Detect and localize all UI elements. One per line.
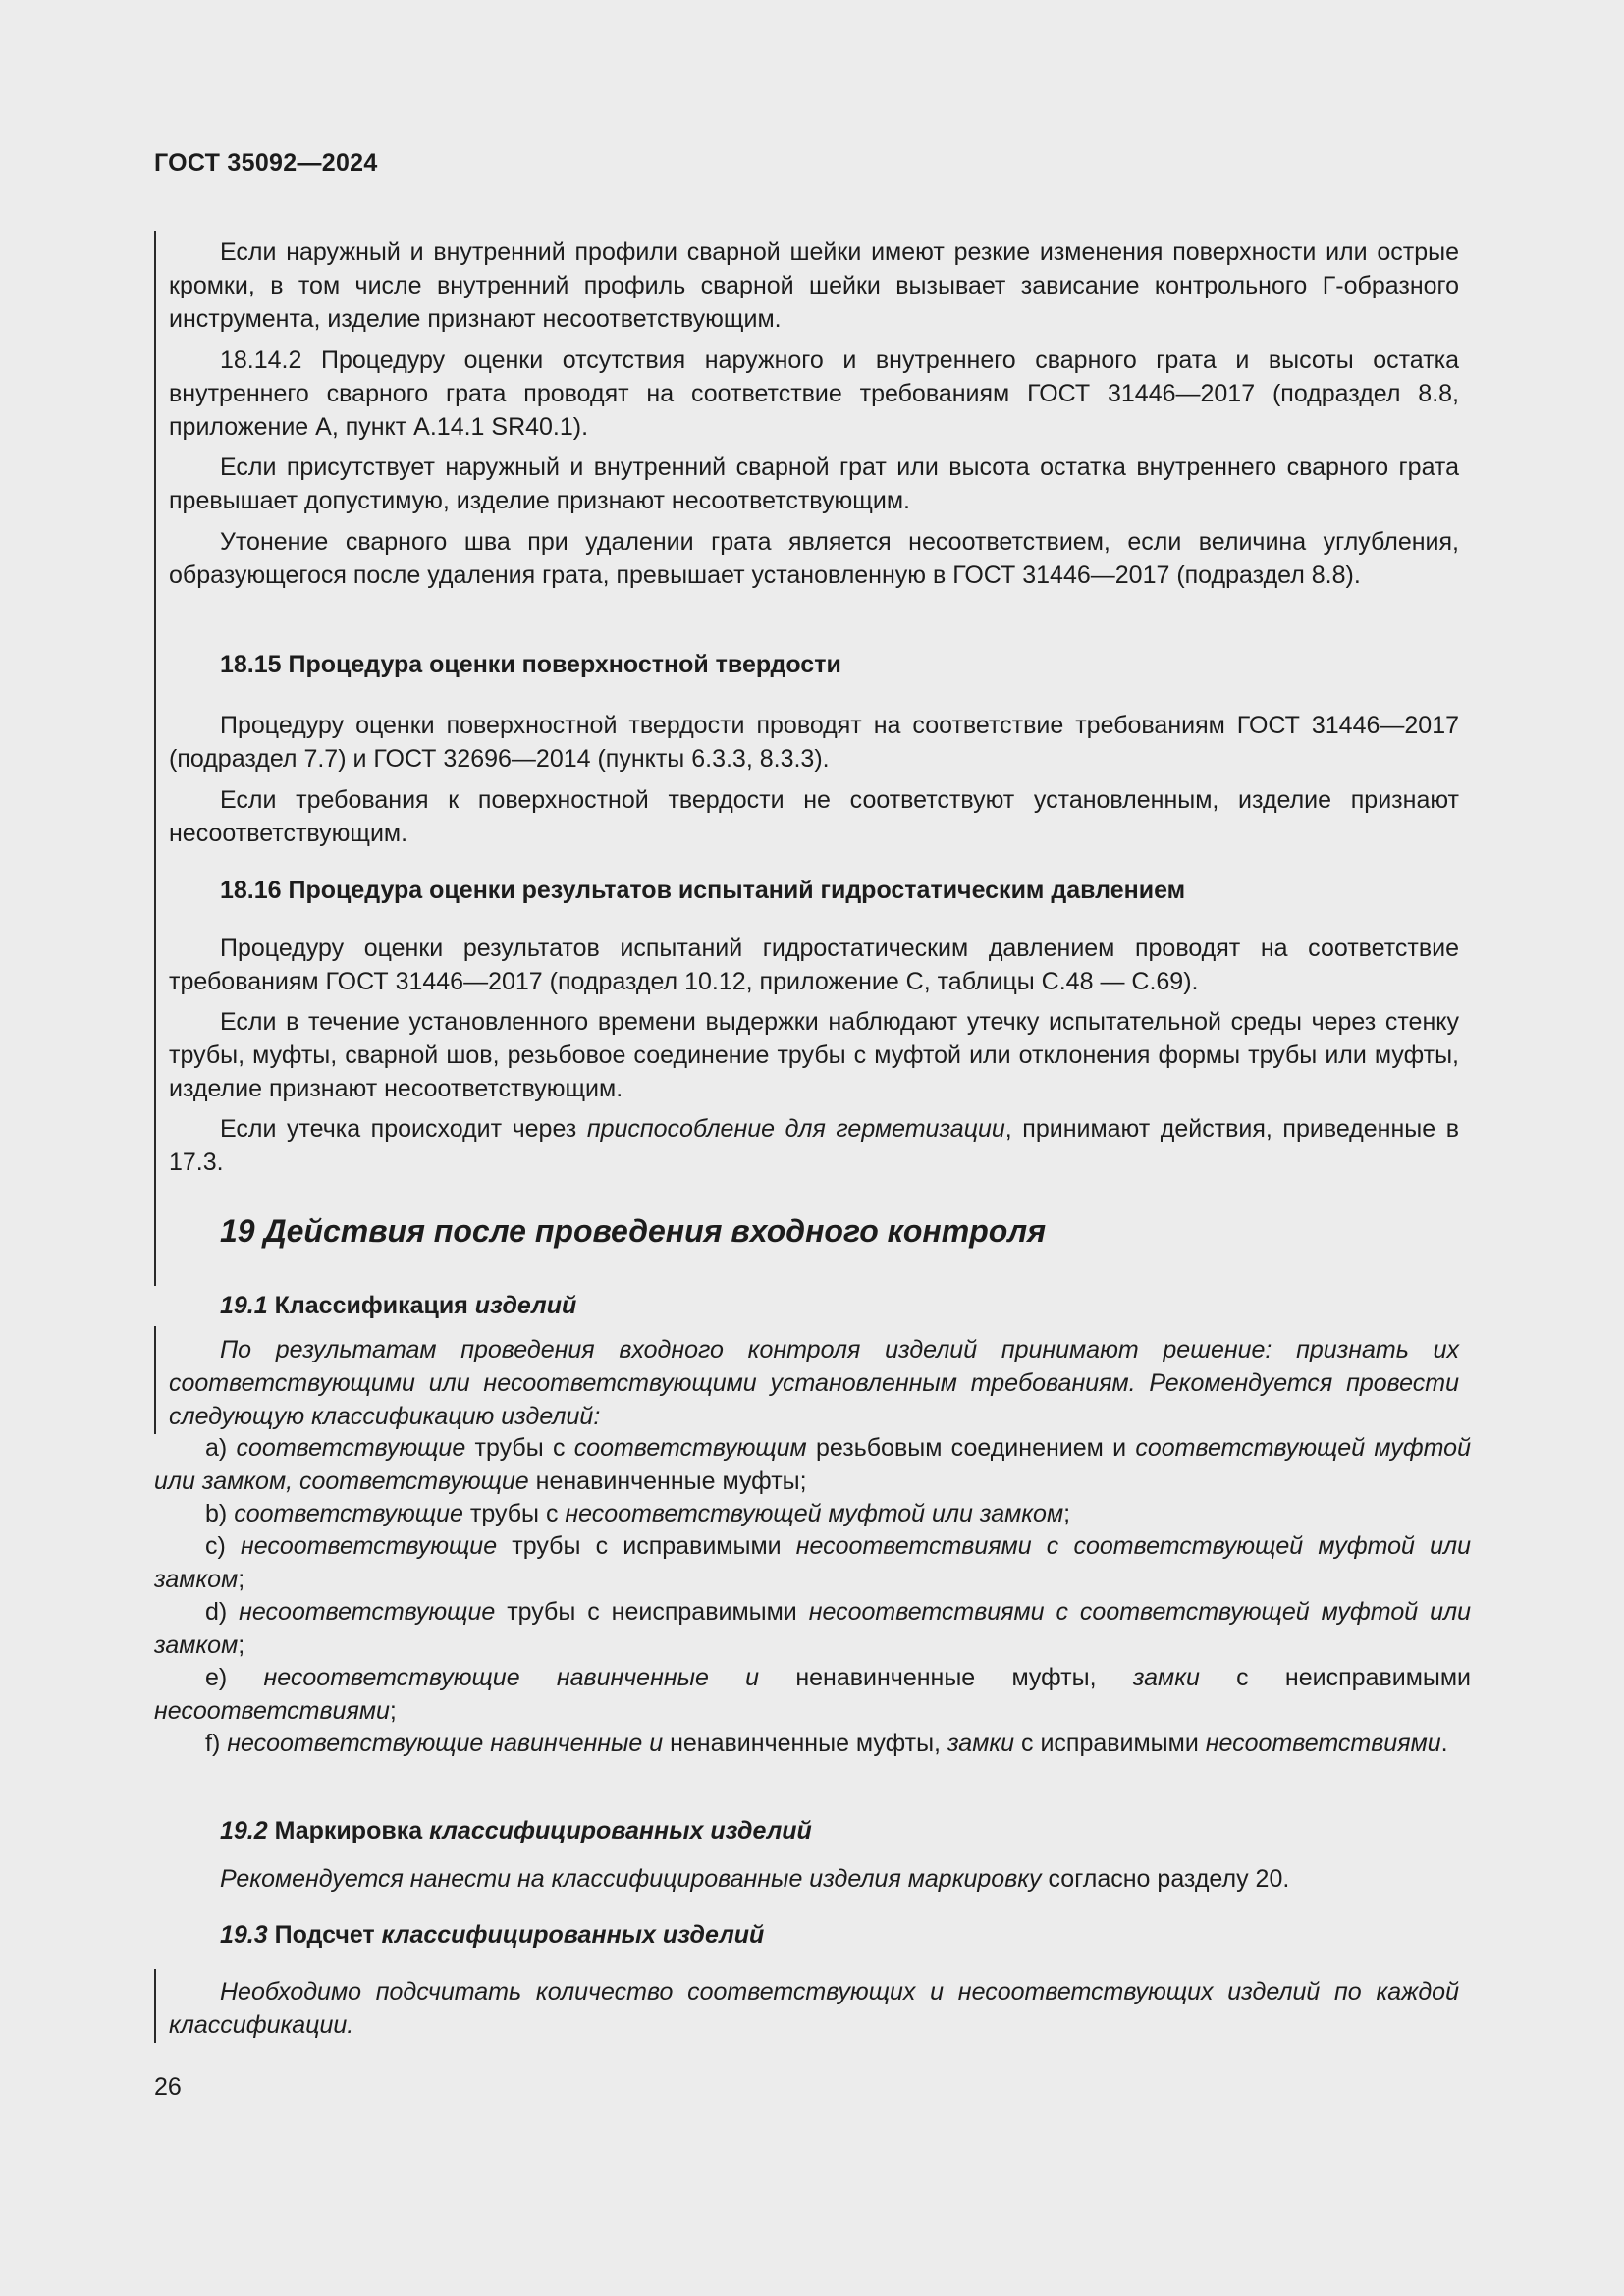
text-run: замки	[947, 1730, 1015, 1757]
paragraph: Необходимо подсчитать количество соответствующих и несоответствующих изделий по каждой классификации.	[169, 1978, 1459, 2039]
text-run: Рекомендуется нанести на классифицированные изделия маркировку	[220, 1865, 1042, 1893]
text-run: трубы с исправимыми	[497, 1532, 796, 1560]
text-run: 19.3	[220, 1921, 268, 1949]
paragraph: По результатам проведения входного контроля изделий принимают решение: признать их соответствующими или несоответствующими установленным требованиям. Рекомендуется провести следующую классификацию изделий:	[169, 1336, 1459, 1430]
section-heading	[220, 1817, 812, 1845]
text-run: трубы с неисправимыми	[495, 1598, 809, 1626]
text-run: несоответствующие	[239, 1598, 496, 1626]
text-run: .	[1440, 1730, 1448, 1757]
paragraph: Процедуру оценки поверхностной твердости проводят на соответствие требованиям ГОСТ 31446—2017 (подраздел 7.7) и ГОСТ 32696—2014 (пункты 6.3.3, 8.3.3).	[169, 712, 1459, 773]
text-run: согласно разделу 20.	[1041, 1865, 1290, 1893]
text-run: ;	[389, 1697, 397, 1725]
change-bar	[154, 1326, 156, 1434]
text-run: с исправимыми	[1014, 1730, 1206, 1757]
text-run: соответствующей муфтой или замком, соответствующие	[154, 1434, 1471, 1495]
text-run: несоответствиями с соответствующей муфтой или замком	[154, 1532, 1471, 1593]
text-run: соответствующим	[573, 1434, 807, 1462]
text-run: ;	[238, 1566, 245, 1593]
text-run: классифицированных изделий	[381, 1921, 765, 1949]
text-run: Маркировка	[267, 1817, 430, 1844]
paragraph: Если в течение установленного времени выдержки наблюдают утечку испытательной среды через стенку трубы, муфты, сварной шов, резьбовое соединение трубы с муфтой или отклонения формы трубы или муфты, изделие признают несоответствующим.	[169, 1008, 1459, 1102]
list-item	[154, 1661, 1471, 1728]
text-run: соответствующие	[236, 1434, 466, 1462]
document-code: ГОСТ 35092—2024	[154, 149, 378, 177]
text-run: трубы с	[462, 1500, 566, 1527]
list-item	[154, 1431, 1471, 1498]
text-run: 19.1	[220, 1292, 268, 1319]
text-run: изделий	[474, 1292, 577, 1319]
text-run: ;	[1063, 1500, 1071, 1527]
text-run: несоответствующей муфтой или замком	[565, 1500, 1064, 1527]
text-run: c)	[205, 1532, 241, 1560]
text-run: с неисправимыми	[1199, 1664, 1472, 1691]
change-bar	[154, 231, 156, 1286]
text-run: трубы с	[465, 1434, 574, 1462]
text-run: b)	[205, 1500, 235, 1527]
text-run: ненавинченные муфты,	[663, 1730, 947, 1757]
paragraph: Если требования к поверхностной твердости не соответствуют установленным, изделие признают несоответствующим.	[169, 786, 1459, 847]
text-run: ненавинченные муфты;	[528, 1468, 807, 1495]
change-bar	[154, 1969, 156, 2043]
page-number: 26	[154, 2073, 182, 2101]
text-run: а)	[205, 1434, 237, 1462]
paragraph: Процедуру оценки результатов испытаний гидростатическим давлением проводят на соответствие требованиям ГОСТ 31446—2017 (подраздел 10.12, приложение С, таблицы С.48 — С.69).	[169, 934, 1459, 995]
section-heading: 18.16 Процедура оценки результатов испытаний гидростатическим давлением	[220, 877, 1186, 904]
text-run: несоответствующие	[241, 1532, 498, 1560]
text-run: соответствующие	[234, 1500, 463, 1527]
text-run: несоответствующие навинченные и	[227, 1730, 664, 1757]
paragraph: Если присутствует наружный и внутренний сварной грат или высота остатка внутреннего сварного грата превышает допустимую, изделие признают несоответствующим.	[169, 454, 1459, 514]
section-heading: 18.15 Процедура оценки поверхностной твердости	[220, 651, 841, 678]
text-run: Классификация	[267, 1292, 475, 1319]
text-run: f)	[205, 1730, 228, 1757]
text-run: несоответствиями	[1205, 1730, 1441, 1757]
text-run: Подсчет	[267, 1921, 382, 1949]
text-run: несоответствиями	[154, 1697, 390, 1725]
section-heading	[220, 1292, 576, 1320]
chapter-heading: 19 Действия после проведения входного контроля	[220, 1213, 1047, 1249]
list-item	[154, 1497, 1471, 1530]
paragraph	[169, 1112, 1459, 1179]
text-run: ;	[238, 1631, 245, 1659]
text-run: классифицированных изделий	[429, 1817, 812, 1844]
text-run: замки	[1132, 1664, 1200, 1691]
text-run: резьбовым соединением и	[806, 1434, 1136, 1462]
list-item	[154, 1727, 1471, 1760]
text-run: несоответствиями с соответствующей муфтой или замком	[154, 1598, 1471, 1659]
text-run: 19.2	[220, 1817, 268, 1844]
list-item	[154, 1595, 1471, 1662]
text-run: несоответствующие навинченные и	[263, 1664, 760, 1691]
paragraph	[169, 1862, 1459, 1896]
text-run: , принимают действия, приведенные в 17.3.	[169, 1115, 1459, 1176]
text-run: ненавинченные муфты,	[759, 1664, 1133, 1691]
section-heading	[220, 1921, 764, 1949]
list-item	[154, 1529, 1471, 1596]
text-run: приспособление для герметизации	[586, 1115, 1005, 1143]
paragraph: Если наружный и внутренний профили сварной шейки имеют резкие изменения поверхности или острые кромки, в том числе внутренний профиль сварной шейки вызывает зависание контрольного Г-образного инструмента, изделие признают несоответствующим.	[169, 239, 1459, 333]
paragraph: Утонение сварного шва при удалении грата является несоответствием, если величина углубления, образующегося после удаления грата, превышает установленную в ГОСТ 31446—2017 (подраздел 8.8).	[169, 528, 1459, 589]
text-run: Если утечка происходит через	[220, 1115, 587, 1143]
paragraph: 18.14.2 Процедуру оценки отсутствия наружного и внутреннего сварного грата и высоты остатка внутреннего сварного грата проводят на соответствие требованиям ГОСТ 31446—2017 (подраздел 8.8, приложение А, пункт А.14.1 SR40.1).	[169, 347, 1459, 441]
text-run: e)	[205, 1664, 264, 1691]
text-run: d)	[205, 1598, 240, 1626]
